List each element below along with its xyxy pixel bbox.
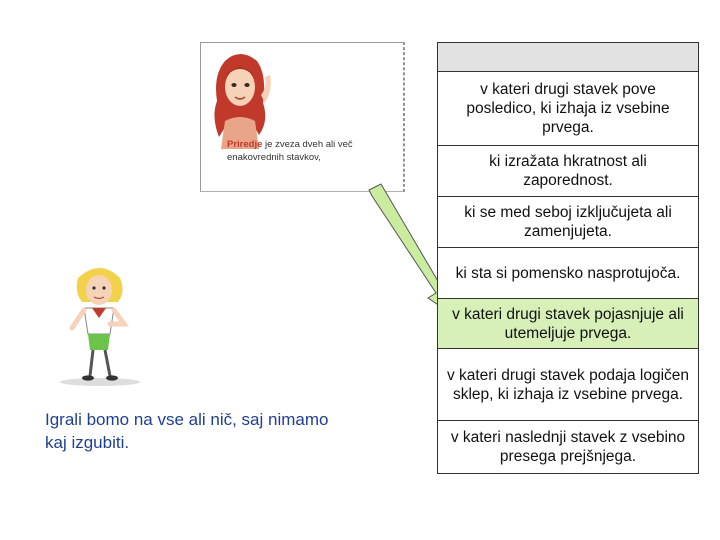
table-row[interactable]: v kateri naslednji stavek z vsebino presega prejšnjega. <box>450 429 686 465</box>
table-row[interactable]: ki se med seboj izključujeta ali zamenjujeta. <box>438 197 698 248</box>
girl-illustration <box>207 51 273 149</box>
table-header <box>438 43 698 72</box>
caption-text: Igrali bomo na vse ali nič, saj nimamo kaj izgubiti. <box>45 410 329 452</box>
table-row-highlighted[interactable]: v kateri drugi stavek pojasnjuje ali utemeljuje prvega. <box>438 299 698 349</box>
boy-illustration <box>48 262 156 388</box>
definition-keyword: Priredje <box>227 139 263 150</box>
definition-body: je zveza dveh ali več enakovrednih stavkov, <box>227 139 353 163</box>
table-row[interactable]: v kateri drugi stavek pove posledico, ki izhaja iz vsebine prvega. <box>438 72 698 146</box>
conjunction-table <box>437 42 699 474</box>
table-row[interactable]: ki sta si pomensko nasprotujoča. <box>438 248 698 299</box>
table-row[interactable]: ki izražata hkratnost ali zaporednost. <box>438 146 698 197</box>
definition-card <box>200 42 404 192</box>
table-row[interactable]: v kateri drugi stavek podaja logičen sklep, ki izhaja iz vsebine prvega. <box>438 349 698 421</box>
dashed-guide-left <box>404 42 405 192</box>
definition-text <box>227 138 402 164</box>
